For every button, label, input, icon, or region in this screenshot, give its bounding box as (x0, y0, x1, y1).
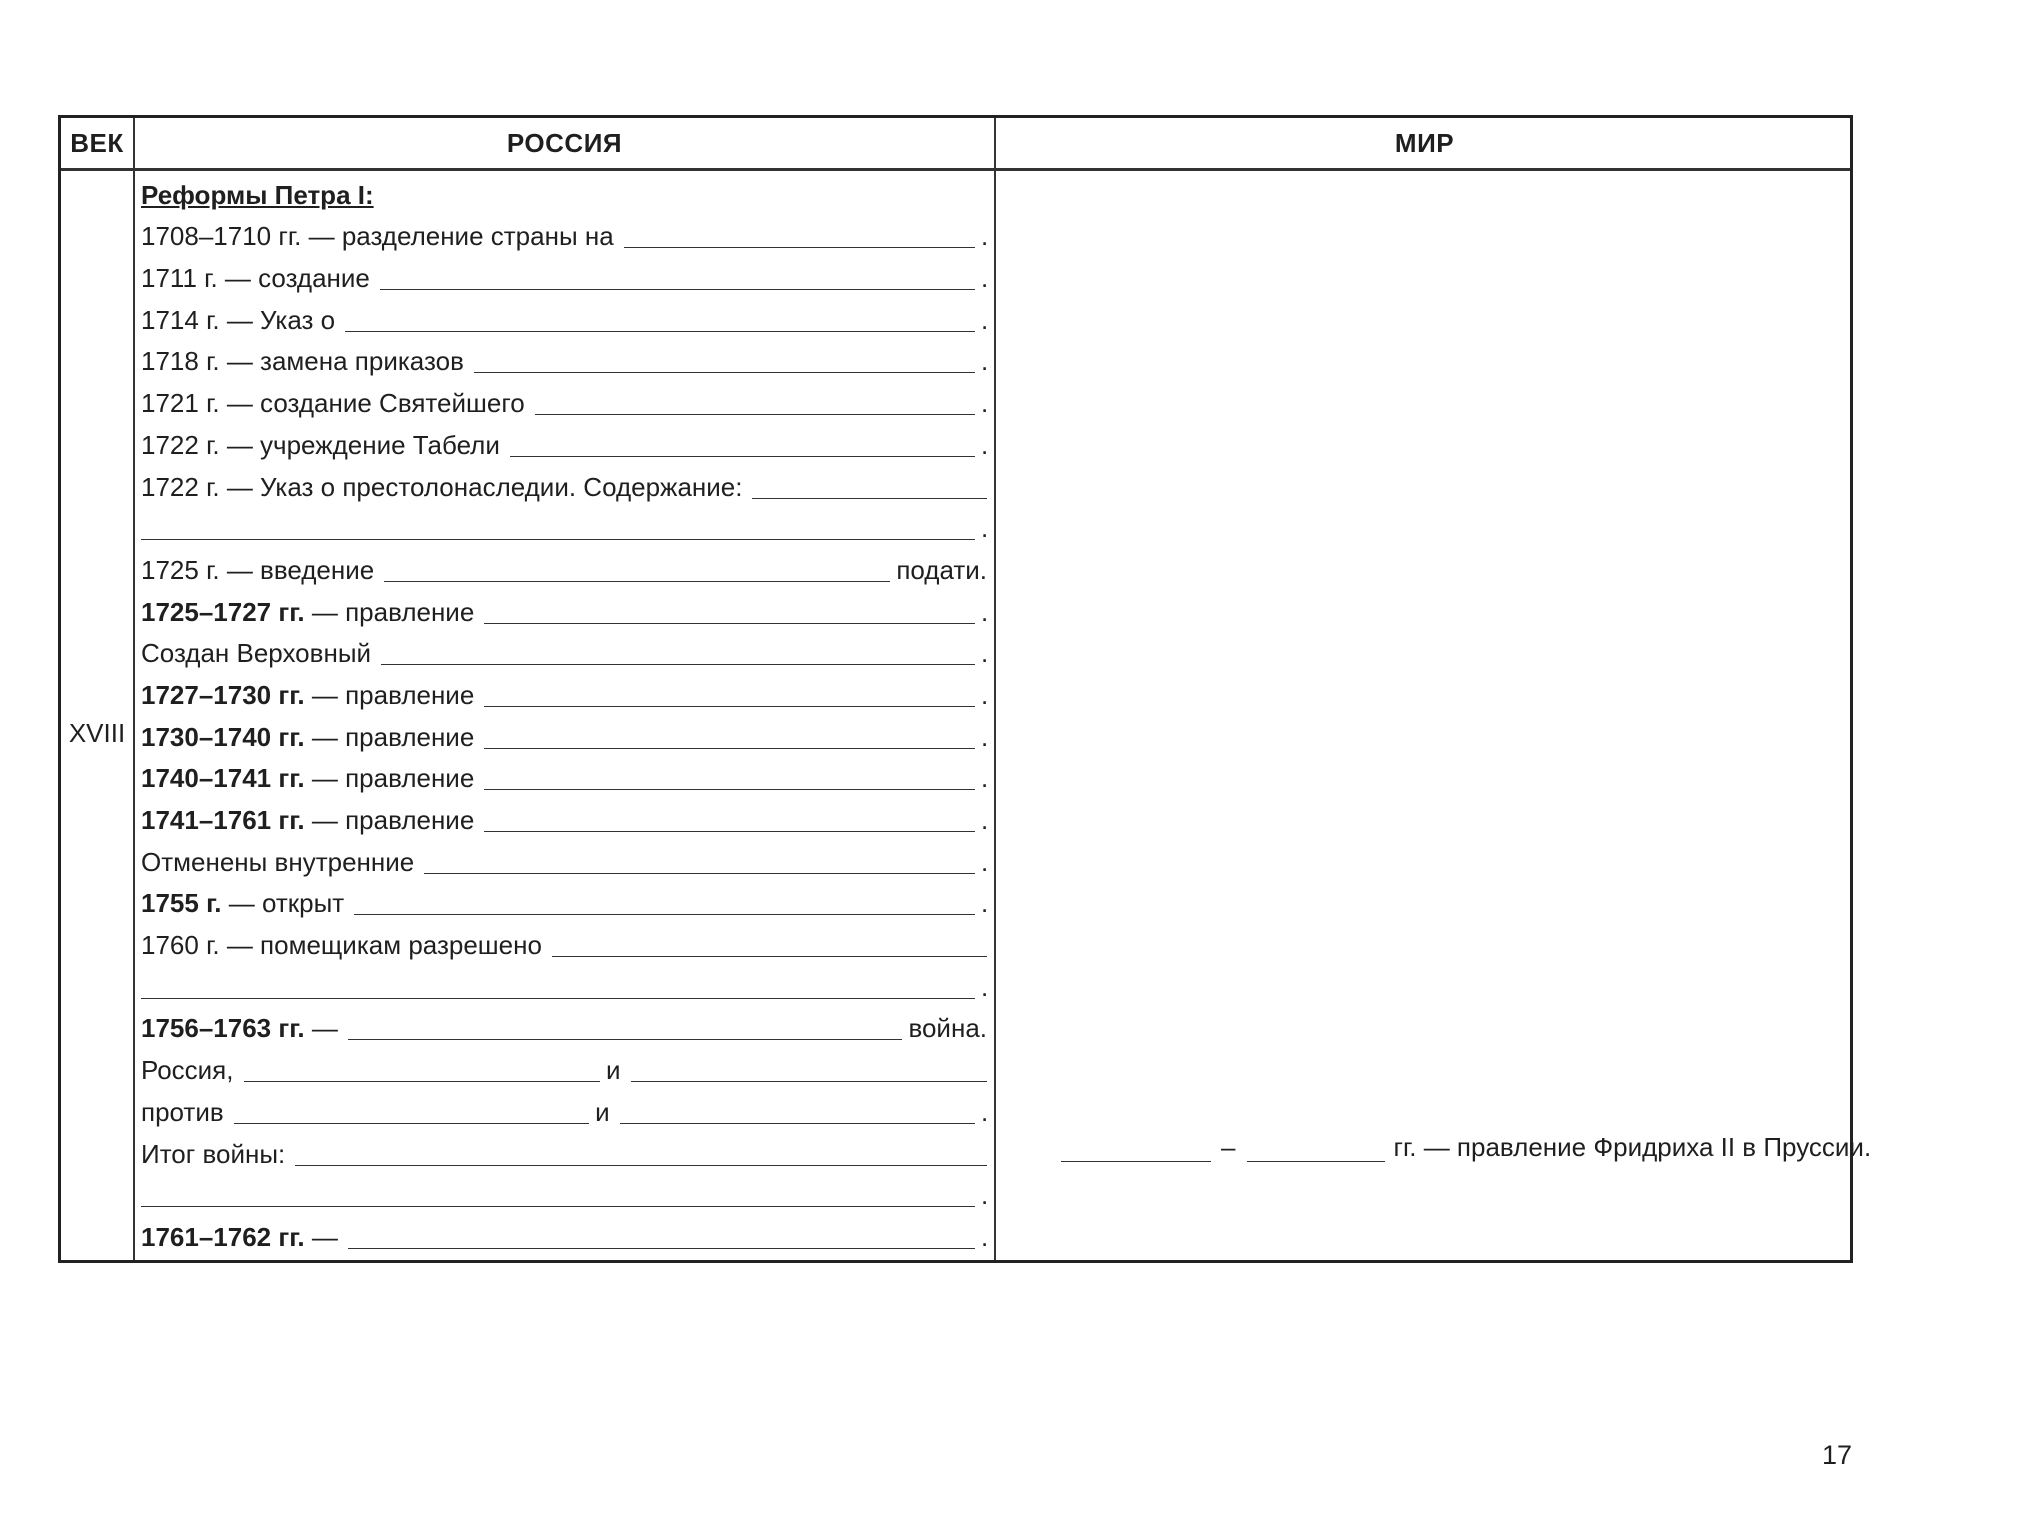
row-text: 1721 г. — создание Святейшего (141, 388, 525, 419)
answer-blank-end-year[interactable] (1247, 1161, 1385, 1162)
century-cell: XVIII (68, 717, 126, 748)
row-text: 1714 г. — Указ о (141, 304, 336, 335)
header-century: ВЕК (70, 127, 124, 158)
answer-blank[interactable] (424, 873, 975, 874)
fill-row: 1722 г. — учреждение Табели . (141, 429, 989, 460)
russia-column (141, 170, 987, 1254)
answer-blank[interactable] (244, 1081, 600, 1082)
row-text: 1722 г. — Указ о престолонаследии. Содержание: (141, 471, 743, 502)
fill-row: 1718 г. — замена приказов . (141, 346, 989, 377)
row-text: Итог войны: (141, 1138, 286, 1169)
row-tail: подати. (896, 554, 987, 585)
answer-blank[interactable] (631, 1081, 987, 1082)
row-text: Создан Верховный (141, 638, 372, 669)
fill-row (141, 1004, 987, 1046)
row-text: Отменены внутренние (141, 846, 415, 877)
row-text: 1760 г. — помещикам разрешено (141, 930, 542, 961)
row-text: 1740–1741 гг. — правление (141, 763, 475, 794)
row-text: 1761–1762 гг. — (141, 1221, 338, 1252)
answer-blank[interactable] (552, 956, 987, 957)
fill-row (141, 920, 987, 962)
row-text: 1725–1727 гг. — правление (141, 596, 475, 627)
answer-blank[interactable] (381, 664, 975, 665)
answer-blank[interactable] (384, 581, 890, 582)
answer-blank[interactable] (474, 372, 975, 373)
row-text: 1756–1763 гг. — (141, 1013, 338, 1044)
world-frederick-row (1061, 1123, 1872, 1163)
answer-blank[interactable] (484, 831, 975, 832)
header-russia: РОССИЯ (506, 127, 623, 158)
answer-blank[interactable] (484, 623, 975, 624)
answer-blank[interactable] (752, 498, 987, 499)
answer-blank[interactable] (380, 289, 975, 290)
fill-row: 1730–1740 гг. — правление . (141, 721, 989, 752)
answer-blank[interactable] (484, 748, 975, 749)
fill-row (141, 1129, 987, 1171)
row-text: 1755 г. — открыт (141, 888, 345, 919)
fill-row (141, 545, 987, 587)
answer-blank-start-year[interactable] (1061, 1161, 1211, 1162)
fill-row: 1727–1730 гг. — правление . (141, 679, 989, 710)
answer-blank[interactable] (141, 539, 975, 540)
fill-row: 1741–1761 гг. — правление . (141, 805, 989, 835)
fill-row: 1714 г. — Указ о . (141, 304, 989, 335)
answer-blank[interactable] (624, 247, 975, 248)
answer-blank[interactable] (620, 1123, 975, 1124)
fill-row: Создан Верховный . (141, 638, 989, 669)
row-text: 1711 г. — создание (141, 263, 370, 294)
fill-row: 1740–1741 гг. — правление . (141, 763, 989, 794)
fill-row: 1761–1762 гг. — . (141, 1221, 989, 1252)
row-conjunction: и (605, 1055, 621, 1086)
answer-blank[interactable] (510, 456, 975, 457)
fill-row: против и . (141, 1096, 989, 1127)
fill-row (141, 1045, 987, 1087)
fill-row-continuation: . (141, 1171, 987, 1213)
year-dash: – (1221, 1132, 1236, 1162)
reforms-heading-row (141, 170, 987, 212)
page-number: 17 (1822, 1440, 1853, 1470)
answer-blank[interactable] (141, 1206, 975, 1207)
row-text: 1722 г. — учреждение Табели (141, 429, 500, 460)
column-divider-century (133, 118, 135, 1260)
row-text: 1741–1761 гг. — правление (141, 805, 475, 835)
fill-row: 1755 г. — открыт . (141, 888, 989, 919)
history-table (58, 115, 1872, 1263)
answer-blank[interactable] (484, 706, 975, 707)
row-tail: война. (908, 1013, 987, 1044)
row-text: 1708–1710 гг. — разделение страны на (141, 221, 614, 252)
answer-blank[interactable] (354, 914, 975, 915)
row-text: Россия, (141, 1055, 234, 1086)
fill-row: 1711 г. — создание . (141, 263, 989, 294)
reforms-heading: Реформы Петра I: (141, 179, 374, 210)
answer-blank[interactable] (348, 1039, 903, 1040)
row-text: против (141, 1096, 224, 1127)
world-row-text: гг. — правление Фридриха II в Пруссии. (1393, 1132, 1872, 1162)
row-text: 1730–1740 гг. — правление (141, 721, 475, 752)
answer-blank[interactable] (348, 1248, 975, 1249)
row-text: 1725 г. — введение (141, 554, 375, 585)
fill-row-continuation: . (141, 504, 987, 546)
row-text: 1718 г. — замена приказов (141, 346, 464, 377)
row-conjunction: и (595, 1096, 610, 1127)
answer-blank[interactable] (234, 1123, 589, 1124)
header-world: МИР (1394, 127, 1455, 158)
fill-row: 1721 г. — создание Святейшего . (141, 388, 989, 419)
fill-row (141, 462, 987, 504)
answer-blank[interactable] (484, 789, 975, 790)
fill-row: Отменены внутренние . (141, 846, 989, 877)
fill-row-continuation: . (141, 962, 987, 1004)
fill-row: 1725–1727 гг. — правление . (141, 596, 989, 627)
answer-blank[interactable] (141, 998, 975, 999)
column-divider-russia (994, 118, 996, 1260)
answer-blank[interactable] (535, 414, 975, 415)
answer-blank[interactable] (295, 1165, 987, 1166)
fill-row: 1708–1710 гг. — разделение страны на . (141, 221, 989, 252)
answer-blank[interactable] (345, 331, 975, 332)
row-text: 1727–1730 гг. — правление (141, 679, 475, 710)
